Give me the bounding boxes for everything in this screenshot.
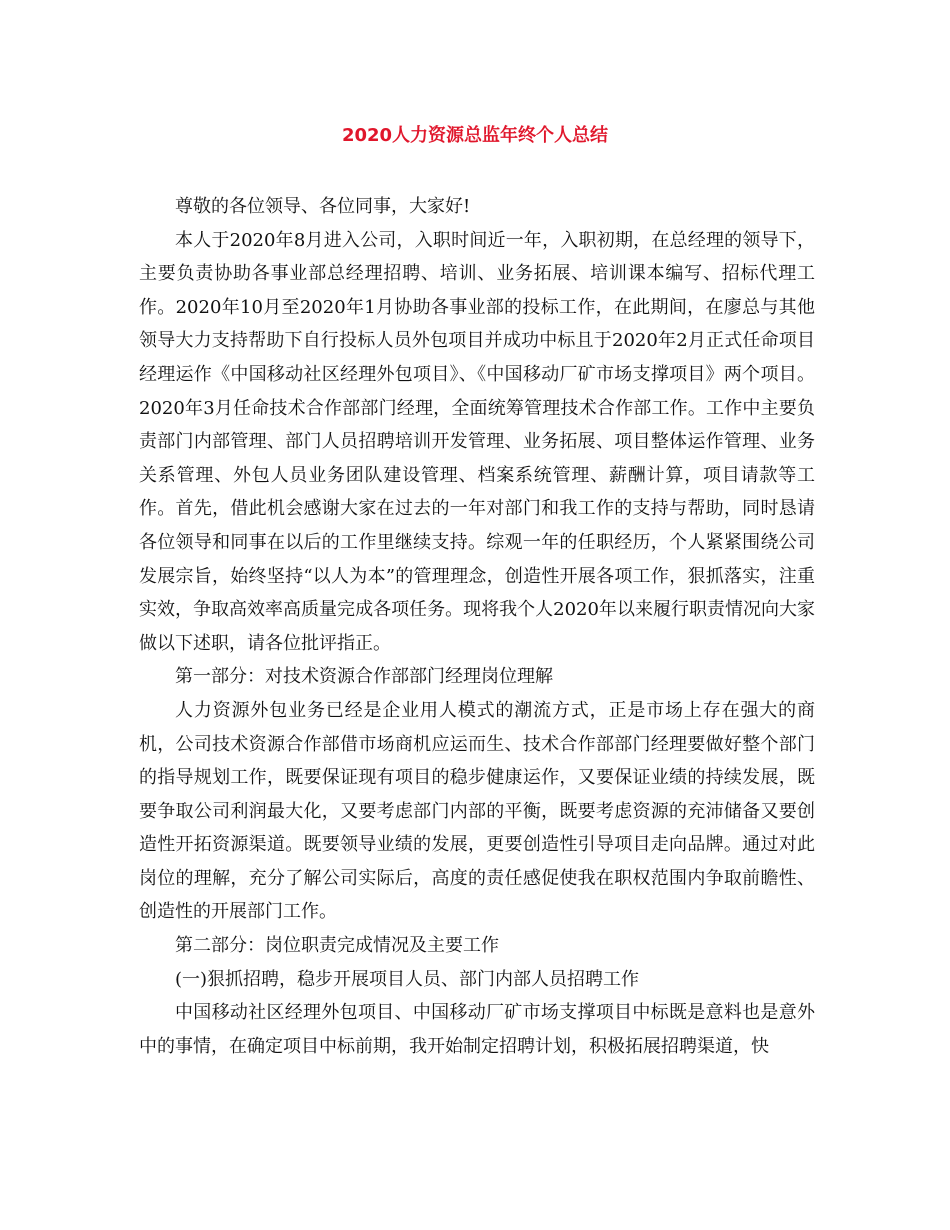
section-heading-part-two: 第二部分：岗位职责完成情况及主要工作 <box>175 935 499 957</box>
document-title: 2020人力资源总监年终个人总结 <box>341 125 609 146</box>
intro-paragraph: 本人于2020年8月进入公司，入职时间近一年，入职初期，在总经理的领导下，主要负责协助各事业部总经理招聘、培训、业务拓展、培训课本编写、招标代理工作。2020年10月至2020年1月协助各事业部的投标工作，在此期间，在廖总与其他领导大力支持帮助下自行投标人员外包项目并成功中标且于2020年2月正式任命项目经理运作《中国移动社区经理外包项目》、《中国移动厂矿市场支撑项目》两个项目。2020年3月任命技术合作部部门经理，全面统筹管理技术合作部工作。工作中主要负责部门内部管理、部门人员招聘培训开发管理、业务拓展、项目整体运作管理、业务关系管理、外包人员业务团队建设管理、档案系统管理、薪酬计算，项目请款等工作。首先，借此机会感谢大家在过去的一年对部门和我工作的支持与帮助，同时恳请各位领导和同事在以后的工作里继续支持。综观一年的任职经历，个人紧紧围绕公司发展宗旨，始终坚持“以人为本”的管理理念，创造性开展各项工作，狠抓落实，注重实效，争取高效率高质量完成各项任务。现将我个人2020年以来履行职责情况向大家做以下述职，请各位批评指正。 <box>139 229 815 654</box>
document-body <box>139 190 815 1063</box>
subsection-heading-recruitment: (一)狠抓招聘，稳步开展项目人员、部门内部人员招聘工作 <box>175 968 640 990</box>
recruitment-paragraph: 中国移动社区经理外包项目、中国移动厂矿市场支撑项目中标既是意料也是意外中的事情，在确定项目中标前期，我开始制定招聘计划，积极拓展招聘渠道，快 <box>139 1002 815 1057</box>
part-one-paragraph: 人力资源外包业务已经是企业用人模式的潮流方式，正是市场上存在强大的商机，公司技术资源合作部借市场商机应运而生、技术合作部部门经理要做好整个部门的指导规划工作，既要保证现有项目的稳步健康运作，又要保证业绩的持续发展，既要争取公司利润最大化，又要考虑部门内部的平衡，既要考虑资源的充沛储备又要创造性开拓资源渠道。既要领导业绩的发展，更要创造性引导项目走向品牌。通过对此岗位的理解，充分了解公司实际后，高度的责任感促使我在职权范围内争取前瞻性、创造性的开展部门工作。 <box>139 699 815 923</box>
greeting-paragraph: 尊敬的各位领导、各位同事，大家好! <box>175 196 471 217</box>
section-heading-part-one: 第一部分：对技术资源合作部部门经理岗位理解 <box>175 666 553 688</box>
